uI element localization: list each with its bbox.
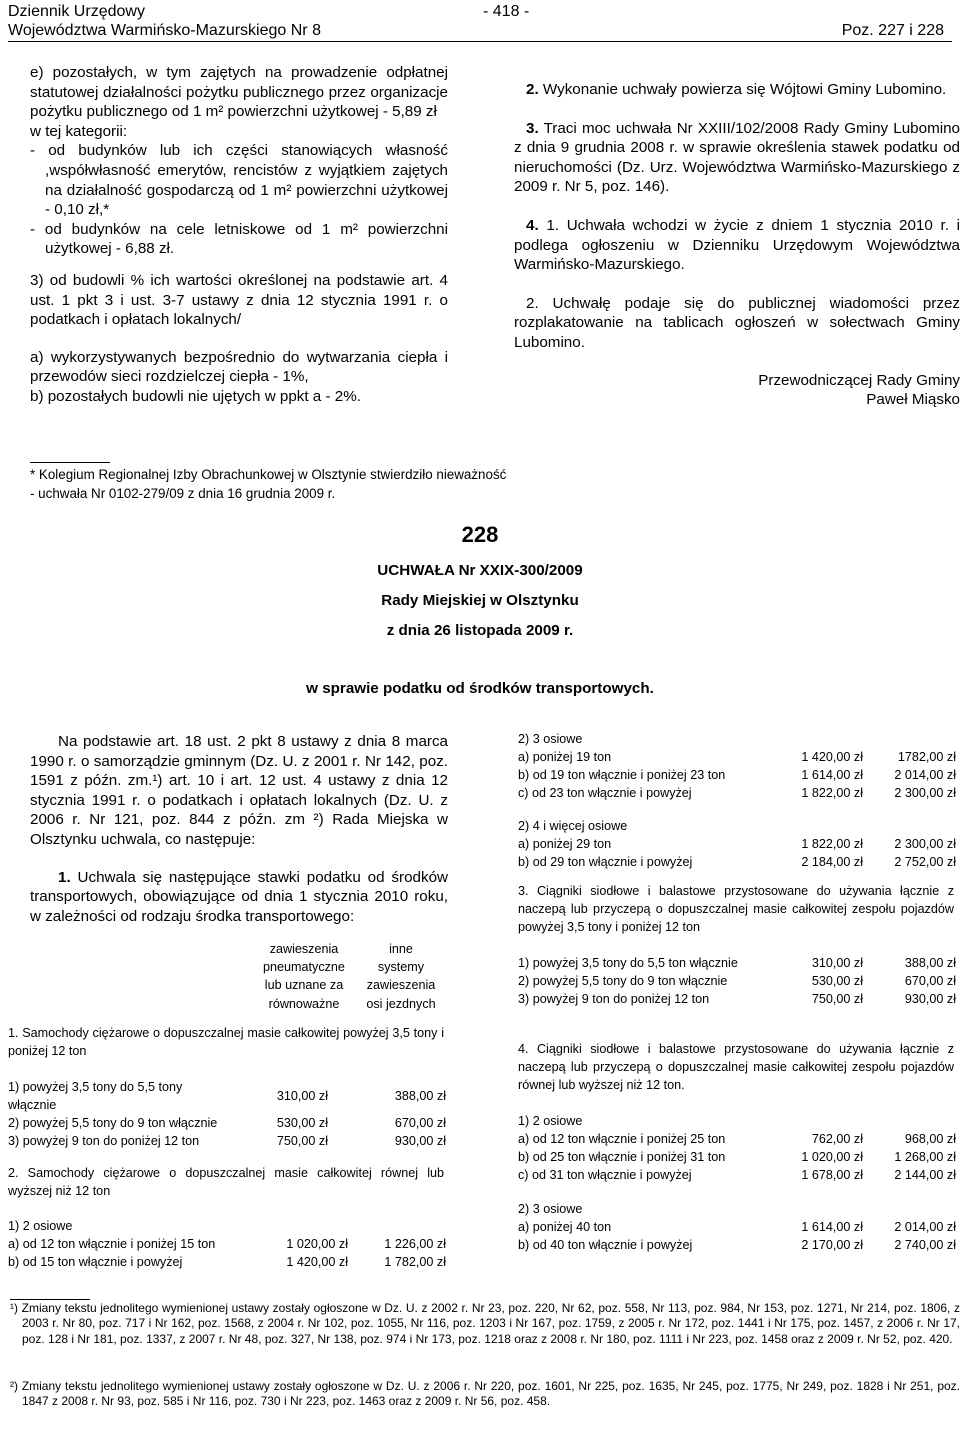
- col-head-pneumatic-2: pneumatyczne: [263, 960, 345, 975]
- position-number: Poz. 227 i 228: [841, 22, 944, 39]
- table-3-axles: [518, 748, 956, 802]
- paragraph-2-number: 2.: [526, 81, 539, 98]
- act-date: z dnia 26 listopada 2009 r.: [386, 622, 574, 639]
- table-row: [518, 990, 956, 1008]
- rate-pneumatic: 1 020,00 zł: [801, 1150, 863, 1164]
- rate-pneumatic: 750,00 zł: [811, 992, 863, 1006]
- table-row: [518, 784, 956, 802]
- rate-pneumatic: 1 614,00 zł: [801, 768, 863, 782]
- sec4-sub2: 2) 3 osiowe: [518, 1202, 583, 1216]
- table-row: [8, 1114, 446, 1132]
- journal-name: Dziennik Urzędowy: [8, 3, 145, 20]
- paragraph-2: [514, 80, 960, 100]
- footnote-1: ¹) Zmiany tekstu jednolitego wymienionej ustawy zostały ogłoszone w Dz. U. z 2002 r. Nr 23, poz. 220, Nr 62, poz. 558, Nr 113, poz. 984, Nr 153, poz. 1271, Nr 214, poz. 1806, z 2003 r. Nr 80, poz. 717 i Nr 162, poz. 1568, z 2004 r. Nr 102, poz. 1055, Nr 116, poz. 1203 i Nr 167, poz. 1759, z 2005 r. Nr 172, poz. 1441 i Nr 175, poz. 1457, z 2006 r. Nr 17, poz. 128 i Nr 181, poz. 1337, z 2007 r. Nr 48, poz. 327, Nr 138, poz. 974 i Nr 173, poz. 1218 oraz z 2008 r. Nr 180, poz. 1111 i Nr 223, poz. 1458 oraz z 2009 r. Nr 52, poz. 420.: [10, 1301, 960, 1346]
- header-rule: [8, 41, 952, 42]
- table-row: [518, 766, 956, 784]
- sec3-table: [518, 954, 956, 1008]
- table-row: [518, 853, 956, 871]
- col-head-other-2: systemy: [377, 960, 425, 975]
- paragraph-2-text: Wykonanie uchwały powierza się Wójtowi Gminy Lubomino.: [542, 81, 947, 98]
- signature-role: Przewodniczącej Rady Gminy: [758, 371, 960, 389]
- table-row: [8, 1253, 446, 1271]
- row-label: 2) powyżej 5,5 tony do 9 ton włącznie: [518, 974, 728, 988]
- rate-pneumatic: 750,00 zł: [276, 1134, 328, 1148]
- table-row: [518, 1130, 956, 1148]
- paragraph-4-text: 1. Uchwała wchodzi w życie z dniem 1 stycznia 2010 r. i podlega ogłoszeniu w Dzienniku Urzędowym Województwa Warmińsko-Mazurskiego.: [514, 216, 960, 274]
- sec4-table-1: [518, 1130, 956, 1184]
- row-label: b) od 40 ton włącznie i powyżej: [518, 1238, 693, 1252]
- sub-4-axles: 2) 4 i więcej osiowe: [518, 819, 628, 833]
- rate-other: 2 144,00 zł: [894, 1168, 956, 1182]
- sec3-title: 3. Ciągniki siodłowe i balastowe przystosowane do używania łącznie z naczepą lub przyczepą o dopuszczalnej masie całkowitej zespołu pojazdów powyżej 3,5 tony i poniżej 12 ton: [518, 884, 954, 935]
- rate-other: 670,00 zł: [394, 1116, 446, 1130]
- sub-3-axles: 2) 3 osiowe: [518, 732, 583, 746]
- section-1: [30, 868, 448, 927]
- rate-other: 670,00 zł: [904, 974, 956, 988]
- table-row: [518, 748, 956, 766]
- dash-item-1: - od budynków lub ich części stanowiących własność ,współwłasność emerytów, rencistów z wyjątkiem zajętych na działalność gospodarczą od 1 m² powierzchni użytkowej - 0,10 zł,*: [30, 142, 448, 219]
- rate-pneumatic: 1 420,00 zł: [286, 1255, 348, 1269]
- row-label: 1) powyżej 3,5 tony do 5,5 tony włącznie: [8, 1080, 183, 1112]
- rate-other: 2 300,00 zł: [894, 786, 956, 800]
- sec4-title: 4. Ciągniki siodłowe i balastowe przystosowane do używania łącznie z naczepą lub przyczepą o dopuszczalnej masie całkowitej zespołu pojazdów równej lub wyższej niż 12 ton.: [518, 1042, 954, 1093]
- rate-pneumatic: 1 678,00 zł: [801, 1168, 863, 1182]
- rate-other: 2 740,00 zł: [894, 1238, 956, 1252]
- col-head-other: [357, 940, 445, 1013]
- rate-other: 1782,00 zł: [897, 750, 956, 764]
- paragraph-4: [514, 216, 960, 275]
- row-label: b) od 29 ton włącznie i powyżej: [518, 855, 693, 869]
- category-label: w tej kategorii:: [30, 122, 128, 140]
- footnote-rule: [10, 1299, 90, 1300]
- item-3: 3) od budowli % ich wartości określonej na podstawie art. 4 ust. 1 pkt 3 i ust. 3-7 ustawy z dnia 12 stycznia 1991 r. o podatkach i opłatach lokalnych/: [30, 271, 448, 329]
- rate-other: 1 226,00 zł: [384, 1237, 446, 1251]
- rate-pneumatic: 530,00 zł: [276, 1116, 328, 1130]
- rate-other: 1 268,00 zł: [894, 1150, 956, 1164]
- item-3a: a) wykorzystywanych bezpośrednio do wytwarzania ciepła i przewodów sieci rozdzielczej ciepła - 1%,: [30, 348, 448, 386]
- table-row: [518, 954, 956, 972]
- rate-pneumatic: 310,00 zł: [276, 1089, 328, 1103]
- rate-other: 968,00 zł: [904, 1132, 956, 1146]
- row-label: a) poniżej 29 ton: [518, 837, 612, 851]
- row-label: a) od 12 ton włącznie i poniżej 25 ton: [518, 1132, 726, 1146]
- row-label: c) od 23 ton włącznie i powyżej: [518, 786, 692, 800]
- table-row: [518, 835, 956, 853]
- row-label: 3) powyżej 9 ton do poniżej 12 ton: [518, 992, 710, 1006]
- table-row: [518, 1236, 956, 1254]
- paragraph-4-number: 4.: [526, 216, 539, 234]
- row-label: a) poniżej 19 ton: [518, 750, 612, 764]
- table-row: [8, 1132, 446, 1150]
- item-3b: b) pozostałych budowli nie ujętych w ppkt a - 2%.: [30, 387, 361, 405]
- rate-pneumatic: 1 420,00 zł: [801, 750, 863, 764]
- rate-pneumatic: 1 020,00 zł: [286, 1237, 348, 1251]
- table-row: [518, 1218, 956, 1236]
- star-footnote-line1: * Kolegium Regionalnej Izby Obrachunkowej w Olsztynie stwierdziło nieważność: [30, 467, 507, 482]
- section-1-text: Uchwala się następujące stawki podatku od środków transportowych, obowiązujące od dnia 1 stycznia 2010 roku, w zależności od rodzaju środka transportowego:: [30, 868, 448, 925]
- act-body: Rady Miejskiej w Olsztynku: [381, 592, 579, 609]
- star-footnote-rule: [30, 462, 110, 463]
- col-head-other-3: zawieszenia: [366, 978, 436, 993]
- table-row: [518, 1148, 956, 1166]
- row-label: 2) powyżej 5,5 tony do 9 ton włącznie: [8, 1116, 218, 1130]
- row-label: b) od 25 ton włącznie i poniżej 31 ton: [518, 1150, 726, 1164]
- sec4-table-2: [518, 1218, 956, 1254]
- sec2-subtitle: 1) 2 osiowe: [8, 1219, 73, 1233]
- table-row: [518, 1166, 956, 1184]
- row-label: b) od 19 ton włącznie i poniżej 23 ton: [518, 768, 726, 782]
- row-label: a) poniżej 40 ton: [518, 1220, 612, 1234]
- rate-other: 2 014,00 zł: [894, 768, 956, 782]
- table-row: [8, 1078, 446, 1114]
- page-header: [8, 2, 944, 42]
- rate-other: 930,00 zł: [394, 1134, 446, 1148]
- rate-other: 2 300,00 zł: [894, 837, 956, 851]
- dash-item-2: - od budynków na cele letniskowe od 1 m² powierzchni użytkowej - 6,88 zł.: [30, 220, 448, 258]
- section-1-number: 1.: [58, 868, 71, 886]
- rate-other: 388,00 zł: [904, 956, 956, 970]
- star-footnote-line2: - uchwała Nr 0102-279/09 z dnia 16 grudnia 2009 r.: [30, 486, 336, 501]
- col-head-pneumatic-3: lub uznane za: [264, 978, 344, 993]
- rate-pneumatic: 1 822,00 zł: [801, 786, 863, 800]
- item-e: e) pozostałych, w tym zajętych na prowadzenie odpłatnej statutowej działalności pożytku publicznego przez organizacje pożytku publicznego od 1 m² powierzchni użytkowej - 5,89 zł: [30, 64, 448, 121]
- star-footnote: [30, 465, 506, 503]
- col-head-other-1: inne: [389, 942, 413, 956]
- col-head-pneumatic-1: zawieszenia: [269, 942, 339, 956]
- sec4-sub1: 1) 2 osiowe: [518, 1114, 583, 1128]
- left-top-column: [30, 63, 448, 407]
- row-label: a) od 12 ton włącznie i poniżej 15 ton: [8, 1237, 216, 1251]
- left-bottom-column: [30, 732, 448, 926]
- rate-pneumatic: 2 170,00 zł: [801, 1238, 863, 1252]
- paragraph-3-text: Traci moc uchwała Nr XXIII/102/2008 Rady Gminy Lubomino z dnia 9 grudnia 2008 r. w sprawie określenia stawek podatku od nieruchomości (Dz. Urz. Województwa Warmińsko-Mazurskiego z 2009 r. Nr 5, poz. 146).: [514, 119, 960, 196]
- sec2-table: [8, 1235, 446, 1271]
- paragraph-3: [514, 119, 960, 197]
- act-subject: w sprawie podatku od środków transportowych.: [306, 680, 654, 697]
- sec1-table: [8, 1078, 446, 1150]
- right-top-column: [514, 80, 960, 410]
- paragraph-3-number: 3.: [526, 119, 539, 137]
- sec2-title: 2. Samochody ciężarowe o dopuszczalnej masie całkowitej równej lub wyższej niż 12 ton: [8, 1166, 444, 1199]
- sec1-title: 1. Samochody ciężarowe o dopuszczalnej masie całkowitej powyżej 3,5 tony i poniżej 12 ton: [8, 1026, 444, 1059]
- row-label: b) od 15 ton włącznie i powyżej: [8, 1255, 183, 1269]
- preamble: Na podstawie art. 18 ust. 2 pkt 8 ustawy z dnia 8 marca 1990 r. o samorządzie gminnym (Dz. U. z 2001 r. Nr 142, poz. 1591 z późn. zm.¹) art. 10 i art. 12 ust. 4 ustawy z dnia 12 stycznia 1991 r. o podatkach i opłatach lokalnych (Dz. U. z 2006 r. Nr 121, poz. 844 z późn. zm ²) Rada Miejska w Olsztynku uchwala, co następuje:: [30, 733, 448, 848]
- footnote-2: ²) Zmiany tekstu jednolitego wymienionej ustawy zostały ogłoszone w Dz. U. z 2006 r. Nr 220, poz. 1601, Nr 225, poz. 1635, Nr 245, poz. 1775, Nr 249, poz. 1828 i Nr 251, poz. 1847 z 2008 r. Nr 93, poz. 585 i Nr 116, poz. 730 i Nr 223, poz. 1463 oraz z 2009 r. Nr 56, poz. 458.: [10, 1379, 960, 1409]
- paragraph-4-2: 2. Uchwałę podaje się do publicznej wiadomości przez rozplakatowanie na tablicach ogłoszeń w sołectwach Gminy Lubomino.: [514, 294, 960, 351]
- table-4-axles: [518, 835, 956, 871]
- act-number: 228: [461, 522, 499, 547]
- act-title: UCHWAŁA Nr XXIX-300/2009: [377, 562, 583, 579]
- rate-pneumatic: 1 822,00 zł: [801, 837, 863, 851]
- rate-other: 1 782,00 zł: [384, 1255, 446, 1269]
- row-label: 1) powyżej 3,5 tony do 5,5 ton włącznie: [518, 956, 738, 970]
- row-label: c) od 31 ton włącznie i powyżej: [518, 1168, 692, 1182]
- page-number: - 418 -: [483, 3, 530, 20]
- rate-pneumatic: 530,00 zł: [811, 974, 863, 988]
- row-label: 3) powyżej 9 ton do poniżej 12 ton: [8, 1134, 200, 1148]
- rate-pneumatic: 1 614,00 zł: [801, 1220, 863, 1234]
- table-row: [8, 1235, 446, 1253]
- rate-other: 930,00 zł: [904, 992, 956, 1006]
- rate-other: 388,00 zł: [394, 1089, 446, 1103]
- table-row: [518, 972, 956, 990]
- rate-pneumatic: 310,00 zł: [811, 956, 863, 970]
- rate-other: 2 014,00 zł: [894, 1220, 956, 1234]
- rate-other: 2 752,00 zł: [894, 855, 956, 869]
- col-head-pneumatic: [250, 940, 358, 1013]
- col-head-pneumatic-4: równoważne: [268, 996, 340, 1011]
- journal-region: Województwa Warmińsko-Mazurskiego Nr 8: [8, 22, 321, 39]
- rate-pneumatic: 762,00 zł: [811, 1132, 863, 1146]
- rate-pneumatic: 2 184,00 zł: [801, 855, 863, 869]
- signature-name: Paweł Miąsko: [866, 391, 960, 409]
- col-head-other-4: osi jezdnych: [366, 996, 436, 1011]
